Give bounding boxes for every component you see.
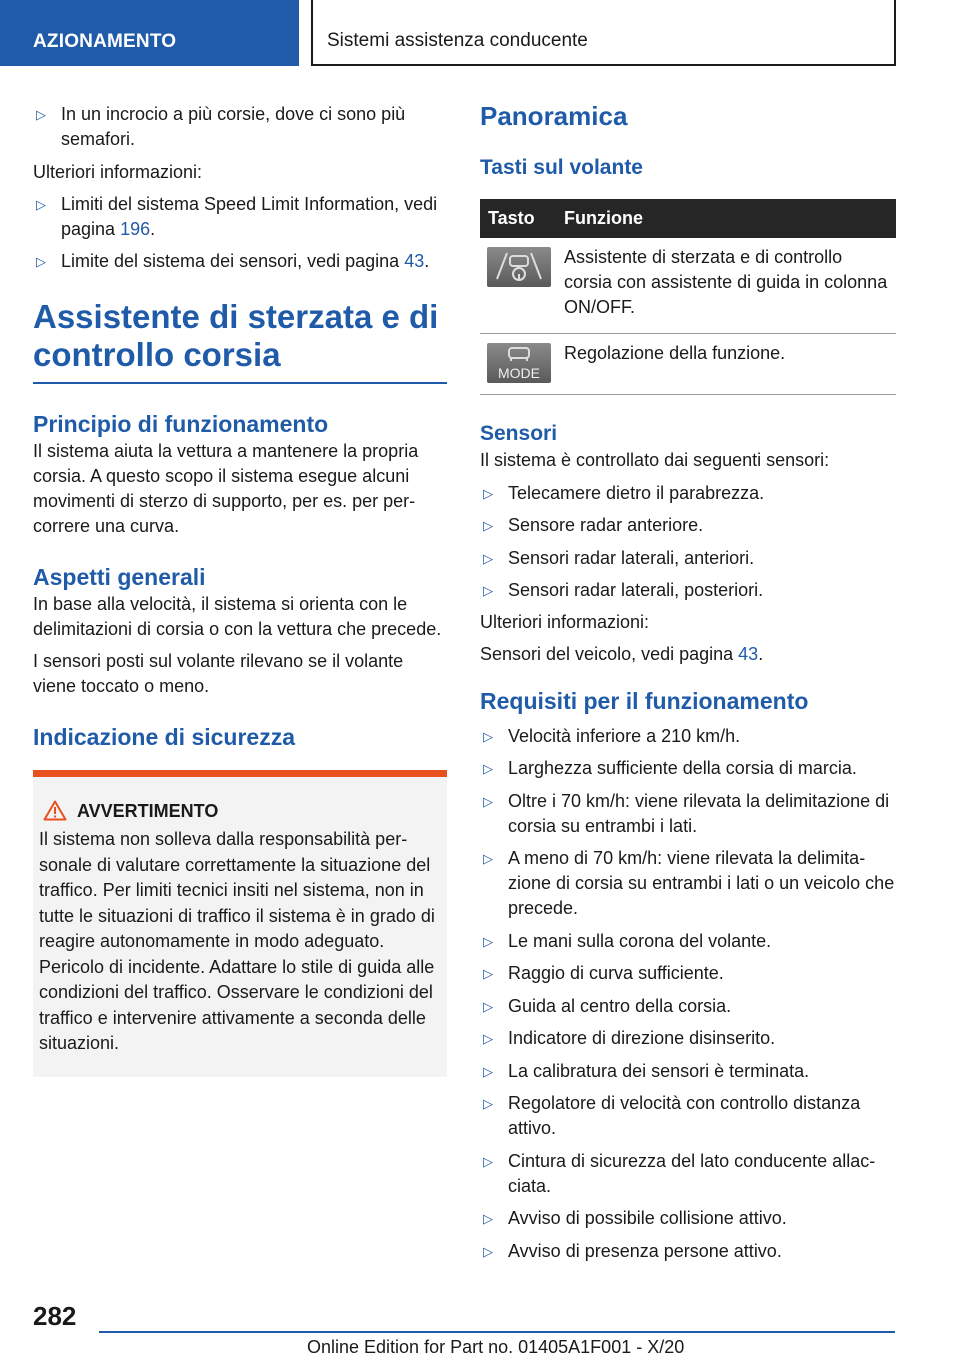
- safety-heading: Indicazione di sicurezza: [33, 724, 296, 750]
- page-link[interactable]: 43: [404, 251, 425, 271]
- general-text: I sensori posti sul volante rilevano se il volante viene toccato o meno.: [33, 651, 404, 696]
- list-item: ▷ Sensori radar laterali, posteriori.: [480, 578, 896, 603]
- bullet-triangle-icon: ▷: [483, 1243, 493, 1259]
- list-item: ▷ Regolatore di velocità con controllo distanza attivo.: [483, 1093, 861, 1138]
- column-header: Funzione: [564, 199, 896, 238]
- bullet-triangle-icon: ▷: [483, 550, 493, 566]
- list-item: ▷ Sensore radar anteriore.: [480, 513, 896, 538]
- general-text: In base alla velocità, il sistema si orienta con le delimitazioni di corsia o con la vettura che precede.: [33, 594, 442, 639]
- bullet-triangle-icon: ▷: [483, 485, 493, 501]
- list-item: ▷ Le mani sulla corona del volante.: [480, 929, 896, 954]
- list-item: ▷ A meno di 70 km/h: viene rilevata la delimitazione di corsia su entrambi i lati o un veicolo che precede.: [483, 848, 895, 918]
- bullet-triangle-icon: ▷: [483, 1031, 493, 1046]
- column-header: Tasto: [480, 199, 564, 238]
- left-column: [33, 100, 447, 1077]
- principle-heading: Principio di funzionamento: [33, 411, 329, 437]
- bullet-triangle-icon: ▷: [483, 761, 493, 776]
- bullet-triangle-icon: ▷: [483, 851, 493, 866]
- keys-table: [480, 199, 896, 395]
- bullet-triangle-icon: ▷: [483, 1153, 493, 1169]
- bullet-triangle-icon: ▷: [483, 933, 493, 949]
- section-title: AZIONAMENTO: [33, 31, 177, 52]
- table-header-row: [480, 199, 896, 238]
- mode-key-label: MODE: [498, 365, 540, 381]
- list-item: ▷ Avviso di possibile collisione attivo.: [480, 1206, 896, 1231]
- page-link[interactable]: 43: [738, 644, 759, 664]
- key-cell: [480, 238, 564, 334]
- main-heading: Assistente di sterzata e di controllo corsia: [33, 298, 439, 373]
- bullet-triangle-icon: ▷: [483, 966, 493, 981]
- function-cell: Assistente di sterzata e di controllo corsia con assistente di guida in colonna ON/OFF.: [564, 238, 896, 334]
- heading-rule: [33, 382, 447, 384]
- list-item: ▷ Cintura di sicurezza del lato conducente allacciata.: [483, 1150, 876, 1196]
- bullet-triangle-icon: ▷: [483, 793, 493, 809]
- bullet-triangle-icon: ▷: [483, 1211, 493, 1226]
- list-item: ▷ Sensori radar laterali, anteriori.: [480, 546, 896, 571]
- mode-button-icon: [487, 343, 551, 383]
- requirements-heading: Requisiti per il funzionamento: [480, 688, 809, 714]
- warning-title: AVVERTIMENTO: [39, 799, 439, 823]
- bullet-triangle-icon: ▷: [36, 107, 46, 122]
- list-item: ▷ Oltre i 70 km/h: viene rilevata la delimitazione di corsia su entrambi i lati.: [483, 790, 890, 836]
- page-link[interactable]: 196: [120, 219, 151, 239]
- sensors-intro: Il sistema è controllato dai seguenti sensori:: [480, 450, 830, 470]
- chapter-title: Sistemi assistenza conducente: [327, 30, 588, 51]
- bullet-triangle-icon: ▷: [483, 518, 493, 533]
- list-item: ▷ Guida al centro della corsia.: [480, 994, 896, 1019]
- general-heading: Aspetti generali: [33, 564, 206, 590]
- list-item: ▷ Avviso di presenza persone attivo.: [480, 1239, 896, 1264]
- bullet-triangle-icon: ▷: [483, 998, 493, 1014]
- key-cell: [480, 334, 564, 395]
- list-item: ▷ La calibratura dei sensori è terminata.: [480, 1059, 896, 1084]
- list-item: ▷ Velocità inferiore a 210 km/h.: [480, 724, 896, 749]
- bullet-triangle-icon: ▷: [483, 728, 493, 744]
- keys-heading: Tasti sul volante: [480, 156, 643, 179]
- principle-text: Il sistema aiuta la vettura a mantenere la propria corsia. A questo scopo il sistema esegue alcuni movimenti di sterzo di supporto, per es. per percorrere una curva.: [33, 441, 419, 536]
- list-item: ▷ Telecamere dietro il parabrezza.: [480, 481, 896, 506]
- page-number: 282: [33, 1301, 77, 1331]
- more-info-label: Ulteriori informazioni:: [33, 162, 203, 182]
- overview-heading: Panoramica: [480, 101, 628, 131]
- footer-rule: [99, 1331, 895, 1333]
- bullet-triangle-icon: ▷: [483, 1096, 493, 1111]
- section-tab[interactable]: [0, 0, 299, 66]
- warning-box: [33, 770, 447, 1077]
- table-row: [480, 238, 896, 334]
- right-column: [480, 100, 896, 1264]
- chapter-tab[interactable]: [311, 0, 896, 66]
- list-item: ▷ Raggio di curva sufficiente.: [480, 961, 896, 986]
- list-item: ▷ In un incrocio a più corsie, dove ci sono più semafori.: [36, 104, 406, 149]
- bullet-triangle-icon: ▷: [36, 197, 46, 212]
- warning-triangle-icon: [43, 800, 67, 821]
- sensors-heading: Sensori: [480, 422, 558, 445]
- list-item: ▷ Limiti del sistema Speed Limit Information, vedi pagina 196.: [36, 194, 438, 239]
- sensor-list: [480, 481, 896, 604]
- list-item: ▷ Limite del sistema dei sensori, vedi pagina 43.: [33, 249, 447, 274]
- steering-assist-button-icon: [487, 247, 551, 287]
- edition-info: Online Edition for Part no. 01405A1F001 - X/20: [307, 1337, 685, 1357]
- more-info-label: Ulteriori informazioni:: [480, 612, 650, 632]
- function-cell: Regolazione della funzione.: [564, 334, 896, 395]
- bullet-triangle-icon: ▷: [483, 1063, 493, 1079]
- list-item: ▷ Larghezza sufficiente della corsia di marcia.: [480, 756, 896, 781]
- bullet-triangle-icon: ▷: [36, 254, 46, 269]
- list-item: ▷ Indicatore di direzione disinserito.: [480, 1026, 896, 1051]
- table-row: [480, 334, 896, 395]
- more-info-text: Sensori del veicolo, vedi pagina 43.: [480, 644, 764, 664]
- bullet-triangle-icon: ▷: [483, 583, 493, 598]
- warning-text: Il sistema non solleva dalla responsabilità personale di valutare correttamente la situazione del traffico. Per limiti tecnici insiti nel sistema, non in tutte le situazioni di traffico il sistema è in grado di reagire autonomamente in modo adeguato. Pericolo di incidente. Adattare lo stile di guida alle condizioni del traffico. Osservare le condizioni del traffico e intervenire attivamente a seconda delle situazioni.: [39, 829, 435, 1053]
- requirements-list: [480, 724, 896, 1264]
